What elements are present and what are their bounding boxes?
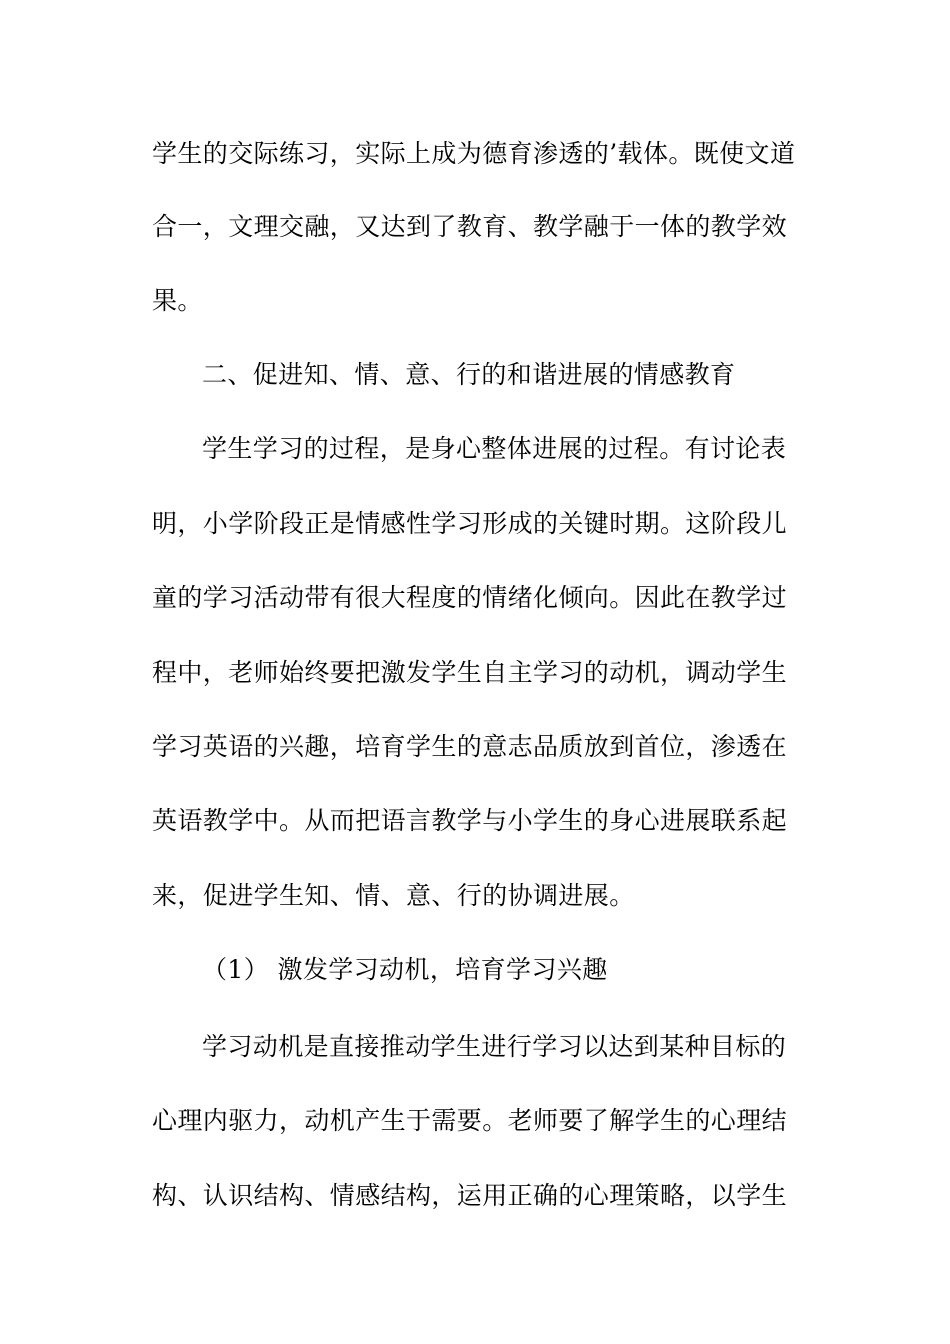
paragraph-line: 心理内驱力，动机产生于需要。老师要了解学生的心理结	[152, 1106, 788, 1135]
paragraph-line: 学习动机是直接推动学生进行学习以达到某种目标的	[202, 1032, 787, 1061]
paragraph-line: 学习英语的兴趣，培育学生的意志品质放到首位，渗透在	[152, 732, 788, 761]
paragraph-line: 合一，文理交融，又达到了教育、教学融于一体的教学效	[152, 212, 788, 241]
subsection-heading: （1） 激发学习动机，培育学习兴趣	[202, 955, 608, 984]
paragraph-line: 构、认识结构、情感结构，运用正确的心理策略，以学生	[152, 1181, 788, 1210]
paragraph-line: 英语教学中。从而把语言教学与小学生的身心进展联系起	[152, 806, 788, 835]
paragraph-line: 果。	[152, 286, 203, 315]
section-heading: 二、促进知、情、意、行的和谐进展的情感教育	[202, 360, 736, 389]
paragraph-line: 学生学习的过程，是身心整体进展的过程。有讨论表	[202, 434, 787, 463]
paragraph-line: 明，小学阶段正是情感性学习形成的关键时期。这阶段儿	[152, 509, 788, 538]
paragraph-line: 程中，老师始终要把激发学生自主学习的动机，调动学生	[152, 658, 788, 687]
paragraph-line: 童的学习活动带有很大程度的情绪化倾向。因此在教学过	[152, 583, 788, 612]
paragraph-line: 来，促进学生知、情、意、行的协调进展。	[152, 881, 635, 910]
paragraph-line: 学生的交际练习，实际上成为德育渗透的’载体。既使文道	[152, 139, 796, 168]
